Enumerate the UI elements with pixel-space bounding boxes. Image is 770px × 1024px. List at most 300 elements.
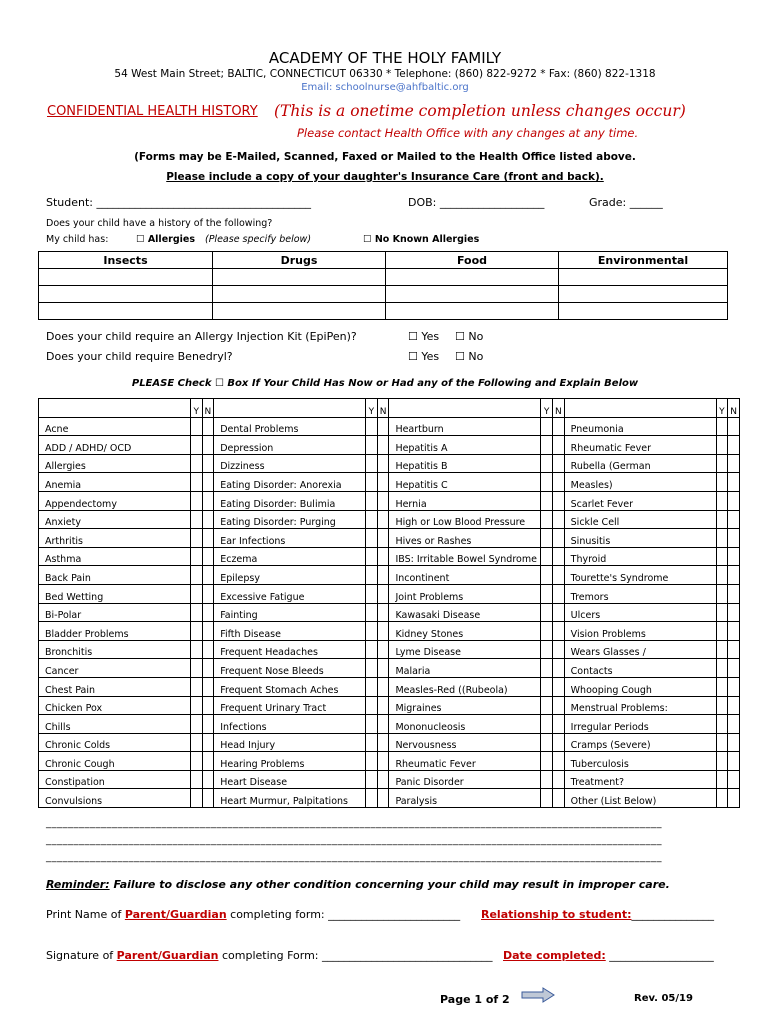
condition-name: Eczema [214, 547, 366, 566]
yes-checkbox[interactable] [190, 491, 202, 510]
condition-name: ADD / ADHD/ OCD [39, 436, 191, 455]
no-checkbox[interactable] [728, 789, 740, 808]
yes-checkbox[interactable] [190, 733, 202, 752]
no-checkbox[interactable] [728, 677, 740, 696]
condition-name: Chest Pain [39, 677, 191, 696]
checklist-row [39, 789, 740, 808]
condition-name: Tourette's Syndrome [564, 566, 716, 585]
condition-column-header [214, 399, 366, 418]
yes-checkbox[interactable] [366, 677, 378, 696]
yes-checkbox[interactable] [190, 547, 202, 566]
yes-checkbox[interactable] [716, 770, 728, 789]
yes-checkbox[interactable] [541, 510, 553, 529]
next-page-arrow-icon[interactable] [521, 987, 555, 1003]
condition-name: Cancer [39, 659, 191, 678]
condition-name: Head Injury [214, 733, 366, 752]
reminder-label: Reminder: [46, 878, 110, 891]
no-checkbox[interactable] [377, 789, 389, 808]
condition-name: Eating Disorder: Bulimia [214, 491, 366, 510]
no-checkbox[interactable] [202, 622, 214, 641]
condition-name: Bed Wetting [39, 584, 191, 603]
condition-name: Menstrual Problems: [564, 696, 716, 715]
yes-checkbox[interactable] [190, 529, 202, 548]
condition-name: Bronchitis [39, 640, 191, 659]
yes-checkbox[interactable] [541, 770, 553, 789]
allergies-checkbox[interactable]: ☐ Allergies [136, 234, 195, 245]
no-checkbox[interactable] [202, 789, 214, 808]
yes-checkbox[interactable] [366, 510, 378, 529]
allergy-row [39, 303, 728, 320]
yes-checkbox[interactable] [541, 640, 553, 659]
yes-checkbox[interactable] [541, 752, 553, 771]
condition-name: Other (List Below) [564, 789, 716, 808]
yes-checkbox[interactable] [716, 789, 728, 808]
signature-post: completing Form: _______________________________ [218, 949, 493, 962]
condition-name: Sickle Cell [564, 510, 716, 529]
yes-checkbox[interactable] [190, 454, 202, 473]
yes-column-header: Y [366, 399, 378, 418]
parent-guardian-label: Parent/Guardian [116, 949, 219, 962]
condition-name: Panic Disorder [389, 770, 541, 789]
yes-checkbox[interactable] [716, 715, 728, 734]
no-checkbox[interactable] [377, 417, 389, 436]
condition-name: Contacts [564, 659, 716, 678]
checklist-row [39, 584, 740, 603]
no-checkbox[interactable] [202, 436, 214, 455]
no-checkbox[interactable] [552, 454, 564, 473]
condition-name: Tremors [564, 584, 716, 603]
no-known-allergies-checkbox[interactable]: ☐ No Known Allergies [363, 234, 480, 245]
condition-name: Infections [214, 715, 366, 734]
yes-checkbox[interactable] [366, 696, 378, 715]
condition-name: Ear Infections [214, 529, 366, 548]
condition-name: Eating Disorder: Purging [214, 510, 366, 529]
no-checkbox[interactable] [202, 566, 214, 585]
yes-checkbox[interactable] [716, 547, 728, 566]
no-checkbox[interactable] [728, 491, 740, 510]
condition-name: Mononucleosis [389, 715, 541, 734]
condition-name: Epilepsy [214, 566, 366, 585]
yes-checkbox[interactable] [366, 715, 378, 734]
checklist-row [39, 622, 740, 641]
condition-name: Pneumonia [564, 417, 716, 436]
explain-line[interactable]: ________________________________________________________________________________________________________________ [46, 852, 662, 863]
condition-name: Heartburn [389, 417, 541, 436]
no-checkbox[interactable] [377, 566, 389, 585]
yes-checkbox[interactable] [541, 473, 553, 492]
no-checkbox[interactable] [377, 436, 389, 455]
yes-checkbox[interactable] [190, 584, 202, 603]
no-checkbox[interactable] [202, 677, 214, 696]
condition-column-header [564, 399, 716, 418]
no-checkbox[interactable] [728, 510, 740, 529]
yes-checkbox[interactable] [716, 696, 728, 715]
yes-checkbox[interactable] [190, 640, 202, 659]
no-checkbox[interactable] [728, 566, 740, 585]
checklist-row [39, 640, 740, 659]
no-checkbox[interactable] [552, 789, 564, 808]
allergy-row [39, 286, 728, 303]
print-name-post: completing form: ________________________ [226, 908, 461, 921]
yes-checkbox[interactable] [190, 659, 202, 678]
no-checkbox[interactable] [552, 417, 564, 436]
no-column-header: N [202, 399, 214, 418]
condition-name: Lyme Disease [389, 640, 541, 659]
condition-name: Back Pain [39, 566, 191, 585]
no-checkbox[interactable] [552, 603, 564, 622]
no-checkbox[interactable] [202, 696, 214, 715]
no-column-header: N [728, 399, 740, 418]
yes-checkbox[interactable] [541, 622, 553, 641]
no-checkbox[interactable] [728, 696, 740, 715]
yes-checkbox[interactable] [716, 584, 728, 603]
no-checkbox[interactable] [552, 473, 564, 492]
yes-checkbox[interactable] [190, 715, 202, 734]
yes-checkbox[interactable] [190, 696, 202, 715]
no-column-header: N [377, 399, 389, 418]
no-checkbox[interactable] [552, 640, 564, 659]
condition-name: Hepatitis C [389, 473, 541, 492]
checklist-row [39, 770, 740, 789]
column-environmental: Environmental [559, 252, 728, 269]
no-checkbox[interactable] [377, 752, 389, 771]
no-checkbox[interactable] [728, 715, 740, 734]
yes-checkbox[interactable] [366, 473, 378, 492]
yes-checkbox[interactable] [716, 603, 728, 622]
no-checkbox[interactable] [552, 491, 564, 510]
no-checkbox[interactable] [377, 659, 389, 678]
no-checkbox[interactable] [202, 752, 214, 771]
condition-name: IBS: Irritable Bowel Syndrome [389, 547, 541, 566]
no-checkbox[interactable] [377, 696, 389, 715]
no-checkbox[interactable] [377, 733, 389, 752]
yes-checkbox[interactable] [190, 752, 202, 771]
condition-name: Depression [214, 436, 366, 455]
yes-checkbox[interactable] [716, 436, 728, 455]
condition-name: Measles-Red ((Rubeola) [389, 677, 541, 696]
condition-name: Dental Problems [214, 417, 366, 436]
yes-checkbox[interactable] [366, 491, 378, 510]
student-name-field[interactable]: Student: _______________________________________ [46, 196, 312, 209]
yes-checkbox[interactable] [541, 677, 553, 696]
condition-name: Dizziness [214, 454, 366, 473]
checklist-row [39, 696, 740, 715]
no-checkbox[interactable] [377, 603, 389, 622]
no-checkbox[interactable] [728, 436, 740, 455]
condition-name: Whooping Cough [564, 677, 716, 696]
no-checkbox[interactable] [728, 622, 740, 641]
yes-checkbox[interactable] [366, 622, 378, 641]
explain-line[interactable]: ________________________________________________________________________________________________________________ [46, 818, 662, 829]
yes-checkbox[interactable] [716, 566, 728, 585]
print-name-line[interactable] [46, 908, 460, 921]
yes-checkbox[interactable] [716, 640, 728, 659]
no-checkbox[interactable] [552, 547, 564, 566]
no-checkbox[interactable] [377, 715, 389, 734]
yes-checkbox[interactable] [541, 696, 553, 715]
checklist-row [39, 473, 740, 492]
no-checkbox[interactable] [728, 770, 740, 789]
yes-checkbox[interactable] [541, 659, 553, 678]
print-name-pre: Print Name of [46, 908, 125, 921]
yes-checkbox[interactable] [541, 566, 553, 585]
yes-checkbox[interactable] [366, 770, 378, 789]
yes-checkbox[interactable] [366, 436, 378, 455]
confidential-health-history-title: CONFIDENTIAL HEALTH HISTORY [47, 104, 258, 119]
no-checkbox[interactable] [552, 510, 564, 529]
yes-checkbox[interactable] [190, 603, 202, 622]
yes-checkbox[interactable] [541, 603, 553, 622]
no-checkbox[interactable] [728, 640, 740, 659]
no-checkbox[interactable] [202, 640, 214, 659]
yes-checkbox[interactable] [716, 510, 728, 529]
yes-checkbox[interactable] [366, 566, 378, 585]
no-checkbox[interactable] [728, 529, 740, 548]
yes-checkbox[interactable] [366, 417, 378, 436]
yes-checkbox[interactable] [541, 491, 553, 510]
condition-name: Incontinent [389, 566, 541, 585]
no-checkbox[interactable] [377, 547, 389, 566]
condition-name: Heart Murmur, Palpitations [214, 789, 366, 808]
yes-checkbox[interactable] [190, 473, 202, 492]
no-checkbox[interactable] [552, 696, 564, 715]
epipen-question: Does your child require an Allergy Injection Kit (EpiPen)? [46, 330, 357, 343]
condition-name: Frequent Urinary Tract [214, 696, 366, 715]
benedryl-yes-checkbox[interactable]: ☐ Yes [408, 350, 440, 363]
yes-checkbox[interactable] [716, 733, 728, 752]
condition-name: Thyroid [564, 547, 716, 566]
yes-checkbox[interactable] [716, 529, 728, 548]
yes-checkbox[interactable] [366, 752, 378, 771]
checklist-row [39, 417, 740, 436]
yes-checkbox[interactable] [541, 733, 553, 752]
dob-field[interactable]: DOB: ___________________ [408, 196, 545, 209]
yes-checkbox[interactable] [190, 770, 202, 789]
no-checkbox[interactable] [377, 454, 389, 473]
date-blank: ___________________ [605, 949, 714, 962]
no-checkbox[interactable] [552, 715, 564, 734]
no-checkbox[interactable] [377, 640, 389, 659]
yes-checkbox[interactable] [541, 715, 553, 734]
yes-checkbox[interactable] [716, 417, 728, 436]
no-checkbox[interactable] [728, 417, 740, 436]
condition-name: Rheumatic Fever [389, 752, 541, 771]
condition-name: Constipation [39, 770, 191, 789]
condition-name: Ulcers [564, 603, 716, 622]
yes-checkbox[interactable] [716, 622, 728, 641]
no-checkbox[interactable] [202, 491, 214, 510]
no-checkbox[interactable] [202, 417, 214, 436]
yes-checkbox[interactable] [366, 547, 378, 566]
yes-checkbox[interactable] [541, 529, 553, 548]
epipen-yes-checkbox[interactable]: ☐ Yes [408, 330, 440, 343]
no-checkbox[interactable] [552, 752, 564, 771]
no-checkbox[interactable] [202, 529, 214, 548]
no-checkbox[interactable] [552, 436, 564, 455]
yes-column-header: Y [716, 399, 728, 418]
no-checkbox[interactable] [202, 715, 214, 734]
yes-checkbox[interactable] [190, 417, 202, 436]
condition-name: Vision Problems [564, 622, 716, 641]
yes-checkbox[interactable] [190, 510, 202, 529]
no-checkbox[interactable] [728, 454, 740, 473]
page-number: Page 1 of 2 [440, 993, 510, 1006]
no-checkbox[interactable] [728, 752, 740, 771]
condition-name: Chicken Pox [39, 696, 191, 715]
no-checkbox[interactable] [377, 473, 389, 492]
benedryl-no-checkbox[interactable]: ☐ No [455, 350, 484, 363]
signature-pre: Signature of [46, 949, 117, 962]
condition-name: Asthma [39, 547, 191, 566]
checklist-row [39, 677, 740, 696]
no-checkbox[interactable] [377, 529, 389, 548]
yes-checkbox[interactable] [366, 733, 378, 752]
no-checkbox[interactable] [552, 659, 564, 678]
yes-checkbox[interactable] [190, 436, 202, 455]
explain-line[interactable]: ________________________________________________________________________________________________________________ [46, 835, 662, 846]
condition-name: Bladder Problems [39, 622, 191, 641]
condition-name: Hearing Problems [214, 752, 366, 771]
date-completed-line[interactable] [503, 949, 714, 962]
no-checkbox[interactable] [202, 659, 214, 678]
yes-checkbox[interactable] [366, 603, 378, 622]
no-checkbox[interactable] [552, 622, 564, 641]
column-insects: Insects [39, 252, 213, 269]
condition-name: Sinusitis [564, 529, 716, 548]
relationship-blank: _______________ [631, 908, 714, 921]
no-checkbox[interactable] [728, 473, 740, 492]
no-checkbox[interactable] [377, 677, 389, 696]
condition-name: Joint Problems [389, 584, 541, 603]
school-email[interactable]: Email: schoolnurse@ahfbaltic.org [301, 82, 469, 93]
checklist-row [39, 733, 740, 752]
yes-checkbox[interactable] [716, 454, 728, 473]
condition-name: Migraines [389, 696, 541, 715]
yes-checkbox[interactable] [366, 454, 378, 473]
yes-checkbox[interactable] [716, 491, 728, 510]
no-checkbox[interactable] [202, 454, 214, 473]
grade-field[interactable]: Grade: ______ [589, 196, 663, 209]
condition-name: Allergies [39, 454, 191, 473]
condition-name: Irregular Periods [564, 715, 716, 734]
condition-name: Appendectomy [39, 491, 191, 510]
yes-checkbox[interactable] [716, 473, 728, 492]
yes-checkbox[interactable] [716, 659, 728, 678]
yes-checkbox[interactable] [366, 789, 378, 808]
no-checkbox[interactable] [202, 547, 214, 566]
no-checkbox[interactable] [202, 770, 214, 789]
no-checkbox[interactable] [377, 491, 389, 510]
yes-checkbox[interactable] [541, 417, 553, 436]
condition-name: Hepatitis A [389, 436, 541, 455]
reminder [46, 878, 670, 891]
specify-below-note: (Please specify below) [205, 234, 312, 245]
no-checkbox[interactable] [202, 584, 214, 603]
reminder-text: Failure to disclose any other condition concerning your child may result in improper care. [109, 878, 670, 891]
yes-column-header: Y [541, 399, 553, 418]
condition-name: Bi-Polar [39, 603, 191, 622]
checklist-row [39, 659, 740, 678]
yes-checkbox[interactable] [190, 789, 202, 808]
no-checkbox[interactable] [202, 473, 214, 492]
condition-name: Excessive Fatigue [214, 584, 366, 603]
no-checkbox[interactable] [202, 510, 214, 529]
condition-name: Frequent Headaches [214, 640, 366, 659]
no-checkbox[interactable] [728, 659, 740, 678]
insurance-instructions: Please include a copy of your daughter's Insurance Care (front and back). [166, 171, 604, 183]
yes-checkbox[interactable] [541, 547, 553, 566]
checklist-row [39, 715, 740, 734]
no-checkbox[interactable] [552, 770, 564, 789]
no-checkbox[interactable] [552, 566, 564, 585]
no-checkbox[interactable] [728, 547, 740, 566]
epipen-no-checkbox[interactable]: ☐ No [455, 330, 484, 343]
no-checkbox[interactable] [728, 733, 740, 752]
condition-name: Nervousness [389, 733, 541, 752]
no-checkbox[interactable] [728, 603, 740, 622]
condition-name: Frequent Nose Bleeds [214, 659, 366, 678]
condition-name: Hernia [389, 491, 541, 510]
onetime-completion-note: (This is a onetime completion unless changes occur) [274, 102, 686, 120]
checklist-row [39, 603, 740, 622]
no-checkbox[interactable] [377, 510, 389, 529]
condition-name: Fifth Disease [214, 622, 366, 641]
no-checkbox[interactable] [202, 603, 214, 622]
no-checkbox[interactable] [552, 584, 564, 603]
no-checkbox[interactable] [202, 733, 214, 752]
no-checkbox[interactable] [377, 622, 389, 641]
condition-name: Kidney Stones [389, 622, 541, 641]
yes-column-header: Y [190, 399, 202, 418]
yes-checkbox[interactable] [366, 640, 378, 659]
checklist-row [39, 752, 740, 771]
school-address: 54 West Main Street; BALTIC, CONNECTICUT 06330 * Telephone: (860) 822-9272 * Fax: (860) 822-1318 [114, 68, 656, 80]
yes-checkbox[interactable] [190, 566, 202, 585]
no-checkbox[interactable] [377, 584, 389, 603]
yes-checkbox[interactable] [541, 789, 553, 808]
yes-checkbox[interactable] [366, 659, 378, 678]
condition-name: Tuberculosis [564, 752, 716, 771]
no-checkbox[interactable] [377, 770, 389, 789]
yes-checkbox[interactable] [541, 454, 553, 473]
yes-checkbox[interactable] [541, 584, 553, 603]
condition-name: Hives or Rashes [389, 529, 541, 548]
condition-name: Acne [39, 417, 191, 436]
signature-line[interactable] [46, 949, 493, 962]
no-checkbox[interactable] [552, 529, 564, 548]
contact-office-note: Please contact Health Office with any changes at any time. [297, 126, 639, 140]
yes-checkbox[interactable] [716, 752, 728, 771]
history-question: Does your child have a history of the following? [46, 218, 273, 229]
condition-name: Chills [39, 715, 191, 734]
yes-checkbox[interactable] [366, 529, 378, 548]
no-checkbox[interactable] [552, 733, 564, 752]
yes-checkbox[interactable] [190, 622, 202, 641]
forms-instructions: (Forms may be E-Mailed, Scanned, Faxed or Mailed to the Health Office listed above. [134, 151, 636, 163]
yes-checkbox[interactable] [190, 677, 202, 696]
checklist-row [39, 454, 740, 473]
condition-name: Wears Glasses / [564, 640, 716, 659]
yes-checkbox[interactable] [716, 677, 728, 696]
column-food: Food [386, 252, 559, 269]
yes-checkbox[interactable] [366, 584, 378, 603]
condition-column-header [39, 399, 191, 418]
school-name: ACADEMY OF THE HOLY FAMILY [268, 49, 502, 67]
no-checkbox[interactable] [552, 677, 564, 696]
no-checkbox[interactable] [728, 584, 740, 603]
yes-checkbox[interactable] [541, 436, 553, 455]
relationship-line[interactable] [481, 908, 714, 921]
